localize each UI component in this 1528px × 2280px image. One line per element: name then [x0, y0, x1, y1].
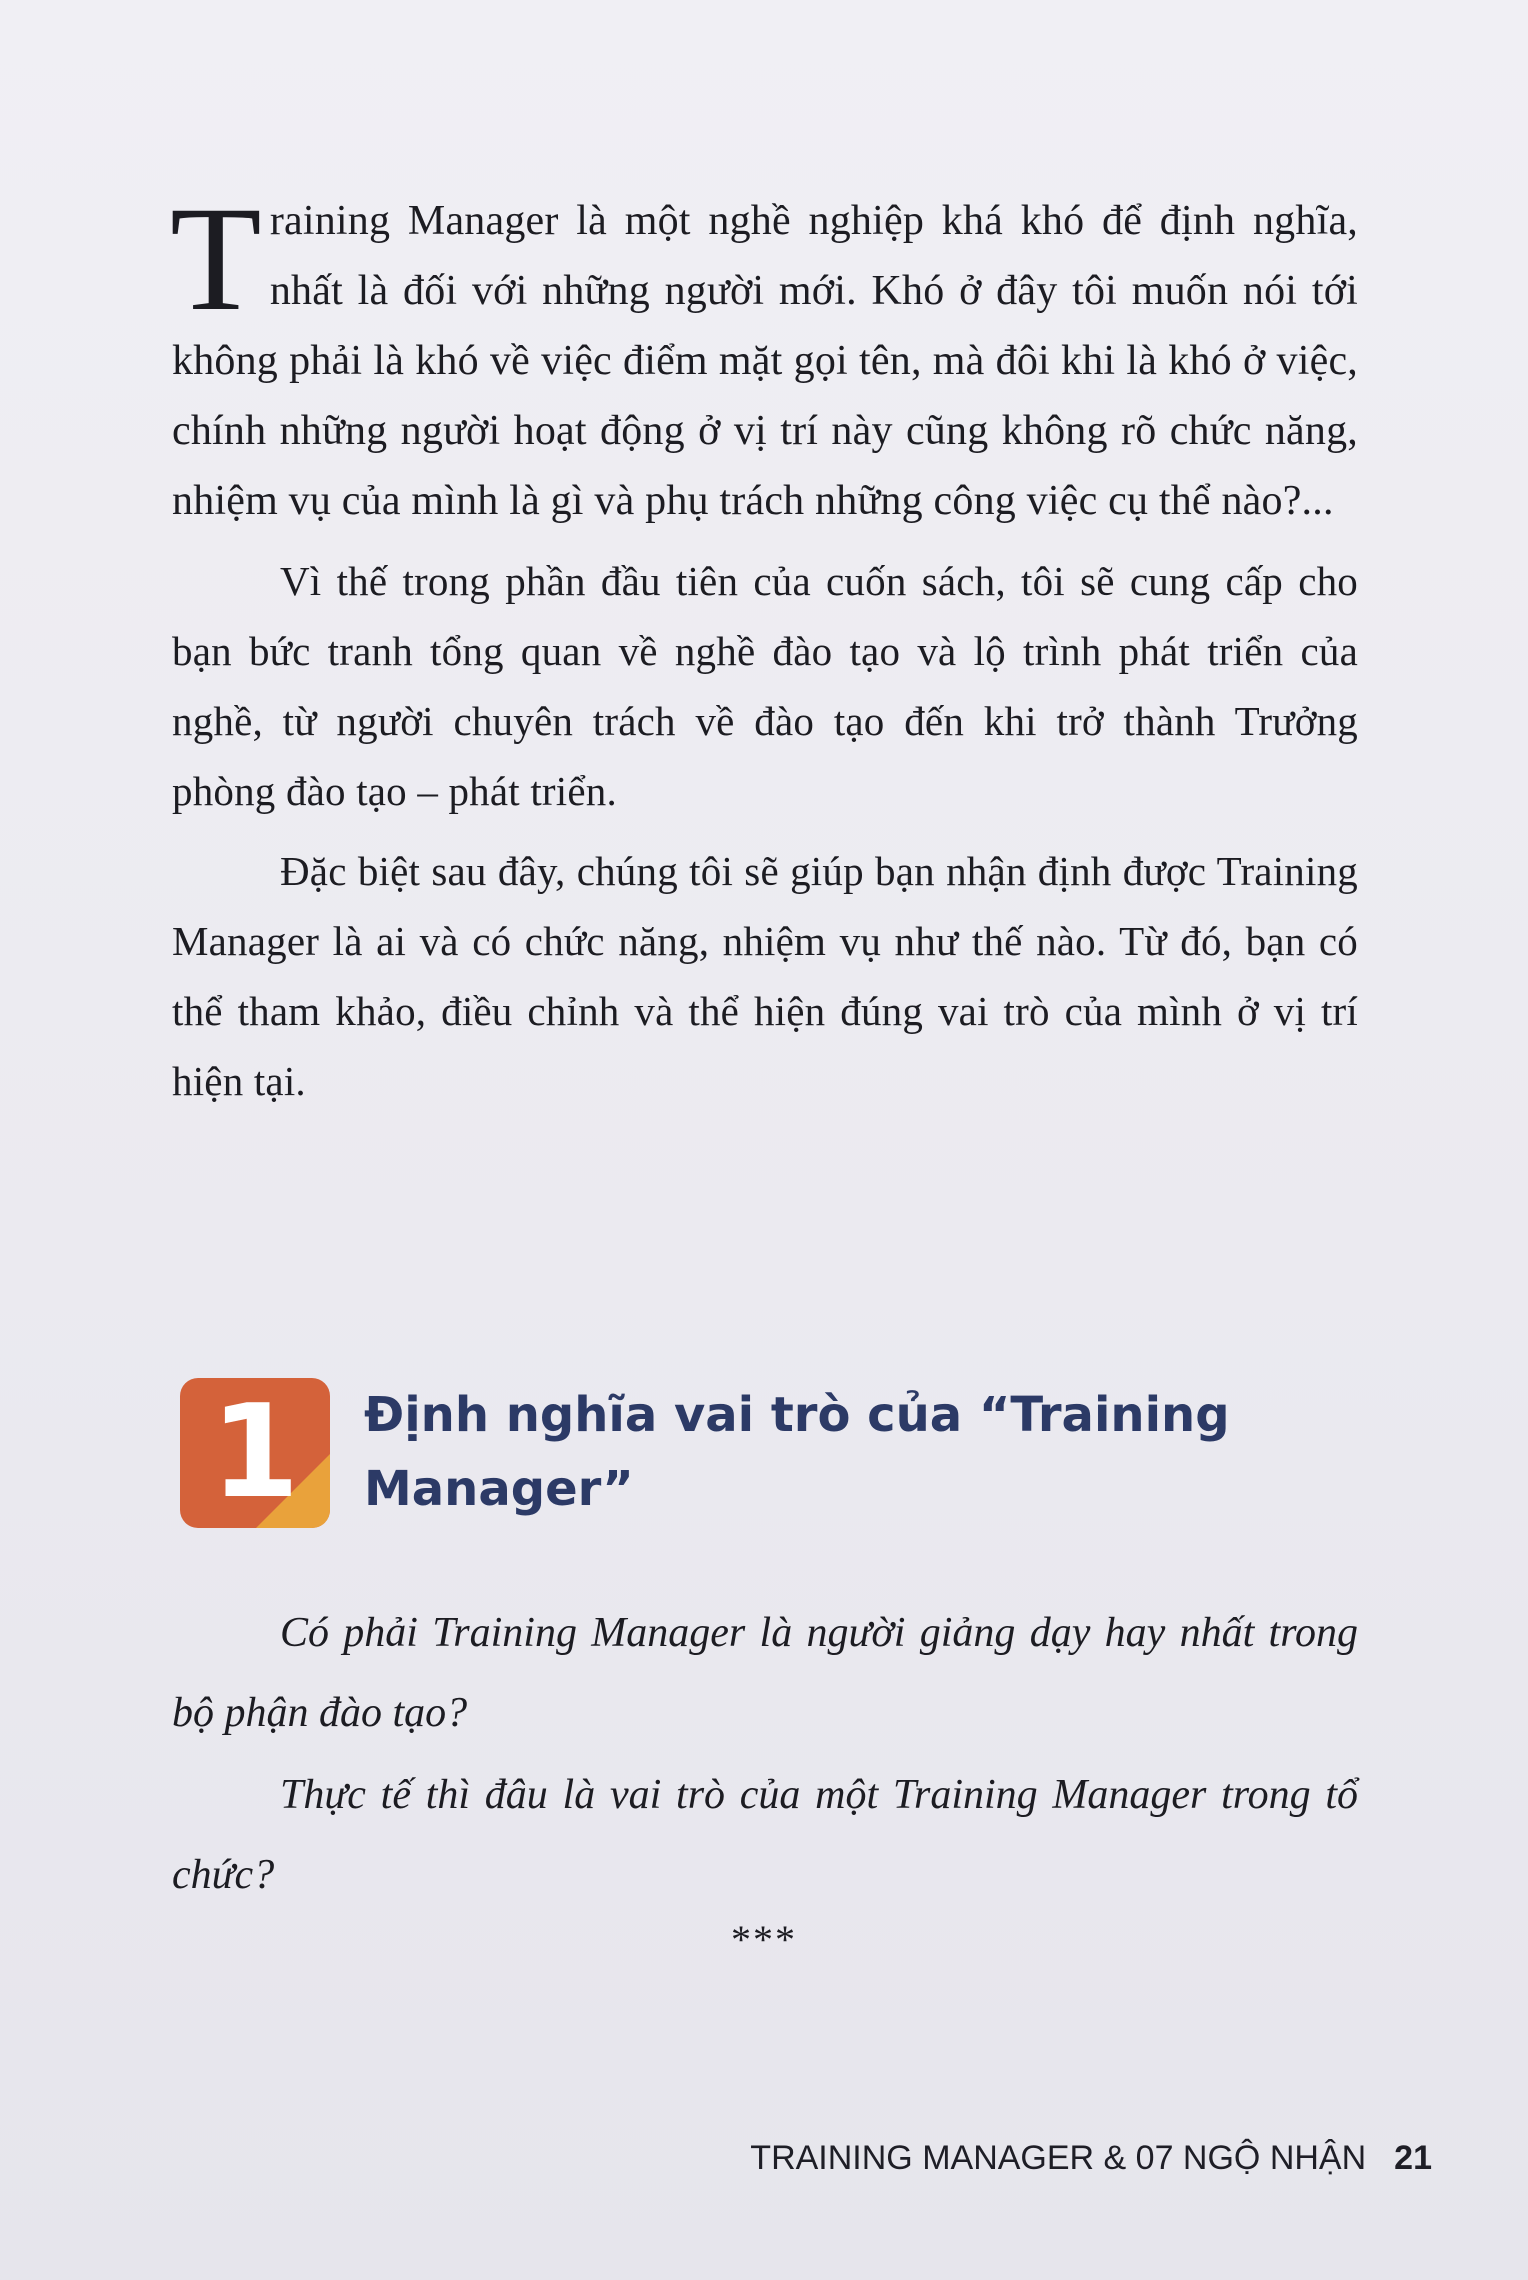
page-number: 21 — [1394, 2139, 1432, 2177]
paragraph-overview: Vì thế trong phần đầu tiên của cuốn sách, tôi sẽ cung cấp cho bạn bức tranh tổng quan về nghề đào tạo và lộ trình phát triển của nghề, từ người chuyên trách về đào tạo đến khi trở thành Trưởng phòng đào tạo – phát triển. — [172, 558, 1358, 814]
body-text — [170, 176, 1358, 1116]
section-title-line-2: Manager” — [364, 1461, 634, 1517]
opening-paragraph-text: raining Manager là một nghề nghiệp khá khó để định nghĩa, nhất là đối với những người mới. Khó ở đây tôi muốn nói tới không phải là khó về việc điểm mặt gọi tên, mà đôi khi là khó ở việc, chính những người hoạt động ở vị trí này cũng không rõ chức năng, nhiệm vụ của mình là gì và phụ trách những công việc cụ thể nào?... — [172, 198, 1358, 524]
lead-questions — [172, 1593, 1358, 1915]
section-number: 1 — [210, 1378, 300, 1527]
question-2: Thực tế thì đâu là vai trò của một Training Manager trong tổ chức? — [172, 1772, 1358, 1898]
drop-cap: T — [170, 176, 262, 342]
question-1: Có phải Training Manager là người giảng dạy hay nhất trong bộ phận đào tạo? — [172, 1610, 1358, 1736]
section-number-badge — [180, 1378, 330, 1528]
section-title-line-1: Định nghĩa vai trò của “Training — [364, 1387, 1230, 1443]
opening-paragraph — [170, 176, 1358, 536]
page-footer — [750, 2138, 1432, 2178]
running-title: TRAINING MANAGER & 07 NGỘ NHẬN — [750, 2139, 1367, 2177]
section-heading — [180, 1378, 1360, 1538]
section-separator: *** — [731, 1917, 797, 1962]
section-title — [364, 1378, 1364, 1526]
paragraph-role: Đặc biệt sau đây, chúng tôi sẽ giúp bạn nhận định được Training Manager là ai và có chức năng, nhiệm vụ như thế nào. Từ đó, bạn có thể tham khảo, điều chỉnh và thể hiện đúng vai trò của mình ở vị trí hiện tại. — [172, 848, 1358, 1104]
